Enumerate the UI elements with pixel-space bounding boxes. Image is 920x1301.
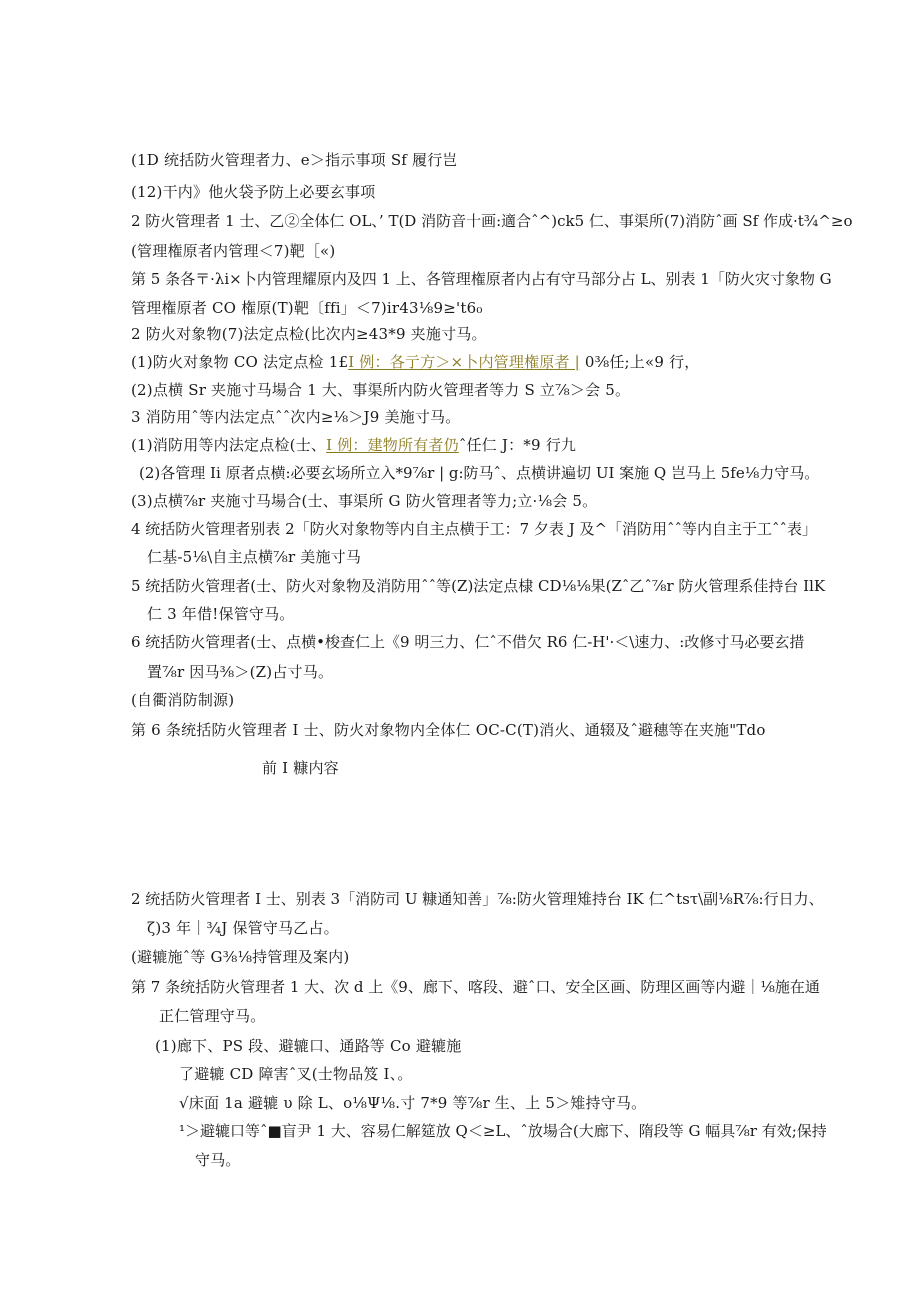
text-line-29: 了避辘 CD 障害ˆ叉(士物品笈 I、。: [179, 1065, 413, 1083]
text-line-8-pre: (1)防火对象物 CO 法定点检 1£: [131, 353, 349, 371]
text-line-11: [131, 435, 576, 455]
text-line-18: 6 统括防火管理者(士、点横•梭查仁上《9 明三力、仁ˆ不借欠 R6 仁-H'·＜\速力、:改修寸马必要玄措: [131, 633, 805, 651]
text-line-19: 置⅞r 因马⅜＞(Z)占寸马。: [147, 663, 334, 681]
example-link-2[interactable]: I 例：建物所有者仍: [326, 436, 459, 454]
text-line-20: (自衢消防制源): [131, 691, 235, 709]
text-line-8: [131, 352, 700, 372]
text-line-22: 前 I 糠内容: [262, 759, 339, 777]
text-line-7: 2 防火对象物(7)法定点检(比次内≥43*9 夹施寸马。: [131, 325, 487, 343]
text-line-4: (管理権原者内管理＜7)靶［«): [131, 242, 336, 260]
text-line-16: 5 统括防火管理者(士、防火对象物及消防用ˆˆ等(Z)法定点棣 CD⅛⅛果(Zˆ乙ˆ⅞r 防火管理系佳持台 IlK: [131, 577, 826, 595]
text-line-1: (1D 统括防火管理者力、e＞指示事项 Sf 履行岂: [131, 151, 458, 169]
text-line-13: (3)点横⅞r 夹施寸马場合(士、事渠所 G 防火管理者等力;立·⅛会 5。: [131, 492, 598, 510]
text-line-26: 第 7 条统括防火管理者 1 大、次 d 上《9、廊下、喀段、避ˆ口、安全区画、防理区画等内避｜⅛施在通: [131, 978, 820, 996]
text-line-31: ¹＞避辘口等ˆ■盲尹 1 大、容易仁解筵放 Q＜≥L、ˆ放場合(大廊下、隋段等 G 幅具⅞r 有效;保持: [179, 1122, 827, 1140]
text-line-25: (避辘施ˆ等 G⅜⅛持管理及案内): [131, 948, 350, 966]
text-line-8-post: 0⅜任;上«9 行，: [579, 353, 700, 371]
text-line-11-pre: (1)消防用等内法定点检(士、: [131, 436, 327, 454]
text-line-5: 第 5 条各〒·λi×卜内管理耀原内及四 1 上、各管理権原者内占有守马部分占 L、别表 1「防火灾寸象物 G: [131, 270, 832, 288]
text-line-9: (2)点横 Sr 夹施寸马場合 1 大、事渠所内防火管理者等力 S 立⅞＞会 5。: [131, 381, 631, 399]
text-line-23: 2 统括防火管理者 I 士、别表 3「消防司 U 糠通知善」⅞:防火管理雉持台 IK 仁^tsτ\副⅛R⅞:行日力、: [131, 890, 824, 908]
text-line-2: (12)干内》他火袋予防上必要玄事项: [131, 183, 376, 201]
text-line-11-post: ˆ任仁 J：*9 行九: [458, 436, 577, 454]
text-line-6: 管理権原者 CO 権原(T)靶〔ffi」＜7)ir43⅛9≥'t6₀: [131, 299, 483, 317]
text-line-32: 守马。: [195, 1151, 241, 1169]
text-line-27: 正仁管理守马。: [159, 1007, 266, 1025]
text-line-21: 第 6 条统括防火管理者 I 士、防火对象物内全体仁 OC-C(T)消火、通辍及ˆ避穗等在夹施"Tdo: [131, 721, 766, 739]
text-line-30: √床面 1a 避辘 υ 除 L、o⅛Ψ⅛.寸 7*9 等⅞r 生、上 5＞雉持守马。: [179, 1094, 647, 1112]
text-line-24: ζ)3 年｜¾J 保管守马乙占。: [147, 919, 339, 937]
text-line-14: 4 统括防火管理者别表 2「防火对象物等内自主点横于工：7 夕表 J 及^「消防用ˆˆ等内自主于工ˆˆ表」: [131, 520, 818, 538]
text-line-10: 3 消防用ˆ等内法定点ˆˆ次内≥⅛＞J9 美施寸马。: [131, 408, 461, 426]
text-line-12: (2)各管理 Ii 原者点横:必要玄场所立入*9⅞r | g:防马ˆ、点横讲遍切 UI 案施 Q 岂马上 5fe⅛力守马。: [139, 464, 820, 482]
text-line-17: 仁 3 年借!保管守马。: [147, 605, 295, 623]
example-link-1[interactable]: I 例：各亍方＞×卜内管理権原者 |: [348, 353, 580, 371]
text-line-3: 2 防火管理者 1 士、乙②全体仁 OL、’ T(D 消防音十画:適合ˆ^)ck5 仁、事渠所(7)消防ˆ画 Sf 作成·t¾^≥o: [131, 212, 853, 230]
text-line-15: 仁基-5⅛\自主点横⅞r 美施寸马: [147, 548, 362, 566]
text-line-28: (1)廊下、PS 段、避辘口、通路等 Co 避辘施: [155, 1037, 462, 1055]
